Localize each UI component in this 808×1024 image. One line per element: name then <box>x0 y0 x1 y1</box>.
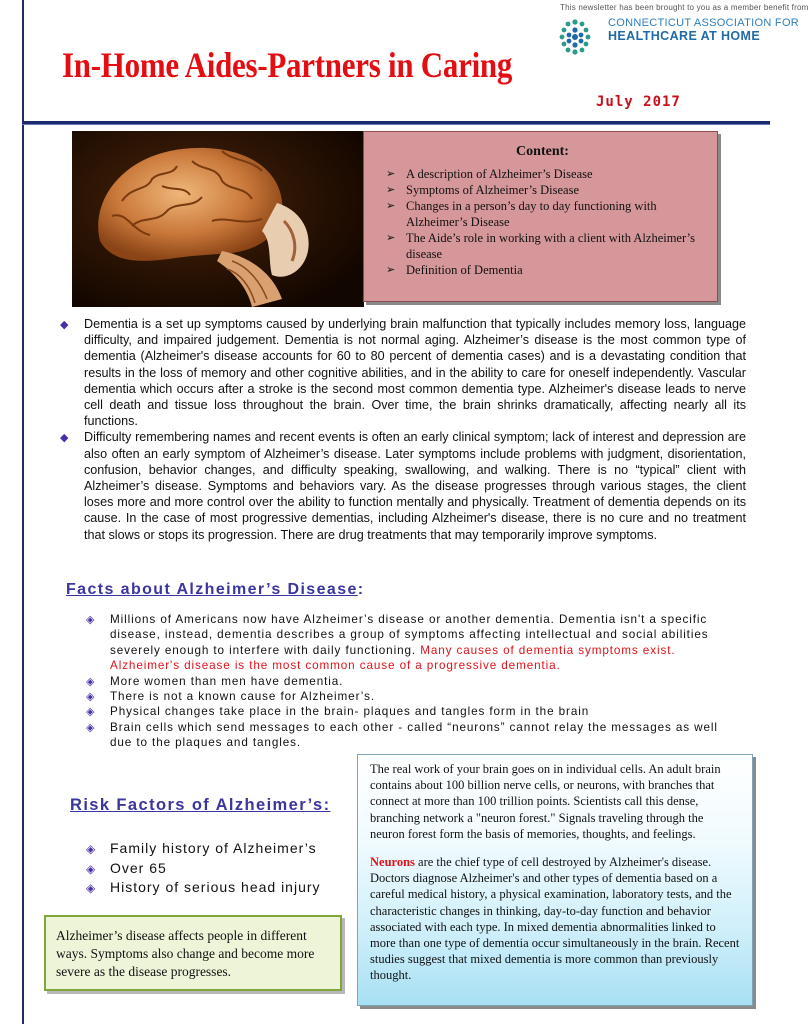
content-list <box>384 166 701 278</box>
neuron-paragraph: Neurons are the chief type of cell destroyed by Alzheimer's disease. Doctors diagnose Alzheimer's and other types of dementia based on a careful medical history, a physical examination, laboratory tests, and the characteristic changes in thinking, day-to-day function and behavior associated with each type. In mixed dementia abnormalities linked to more than one type of dementia occur simultaneously in the brain. Recent studies suggest that mixed dementia is more common than previously thought. <box>370 855 740 983</box>
diamond-bullet-icon: ◈ <box>86 690 96 704</box>
callout-box: Alzheimer’s disease affects people in different ways. Symptoms also change and become more severe as the disease progresses. <box>44 915 342 991</box>
list-item: ➢ Changes in a person’s day to day functioning with Alzheimer’s Disease <box>386 199 657 229</box>
risk-heading: Risk Factors of Alzheimer’s: <box>70 796 331 814</box>
arrow-bullet-icon: ➢ <box>386 199 396 212</box>
list-item: ◈ Physical changes take place in the brain- plaques and tangles form in the brain <box>86 705 590 719</box>
left-margin-rule <box>22 0 24 1024</box>
neurons-keyword: Neurons <box>370 855 415 870</box>
facts-heading: Facts about Alzheimer’s Disease: <box>66 581 365 598</box>
diamond-bullet-icon: ◆ <box>60 318 69 331</box>
arrow-bullet-icon: ➢ <box>386 167 396 180</box>
list-item: ◈ Family history of Alzheimer’s <box>86 839 356 859</box>
diamond-bullet-icon: ◈ <box>86 720 96 734</box>
facts-list <box>86 612 742 751</box>
issue-date: July 2017 <box>596 94 681 110</box>
logo-dots-icon <box>555 17 603 57</box>
arrow-bullet-icon: ➢ <box>386 263 396 276</box>
newsletter-title: In-Home Aides-Partners in Caring <box>62 45 513 85</box>
brain-model-image <box>72 131 364 307</box>
logo-text-line2: HEALTHCARE AT HOME <box>608 29 761 43</box>
content-box-title: Content: <box>516 144 569 159</box>
sponsor-note: This newsletter has been brought to you as a member benefit from <box>560 3 808 12</box>
list-item: ◈ There is not a known cause for Alzheimer’s. <box>86 690 375 704</box>
arrow-bullet-icon: ➢ <box>386 183 396 196</box>
intro-paragraph: ◆ Difficulty remembering names and recent events is often an early clinical symptom; lack of interest and depression are also often an early symptom of Alzheimer’s disease. Later symptoms include problems with judgment, disorientation, confusion, behavior changes, and difficulty speaking, swallowing, and walking. There is no “typical” client with Alzheimer’s disease. Symptoms and behaviors vary. As the disease progresses through various stages, the client loses more and more control over the ability to function mentally and physically. Treatment of dementia depends on its cause. In the case of most progressive dementias, including Alzheimer's disease, there is no cure and no treatment that slows or stops its progression. There are drug treatments that may temporarily improve symptoms. <box>60 430 746 542</box>
intro-section <box>60 316 746 543</box>
list-item: ➢ A description of Alzheimer’s Disease <box>386 167 593 181</box>
neuron-info-box <box>357 754 753 1006</box>
list-item: ➢ Definition of Dementia <box>386 263 523 277</box>
content-box <box>363 131 718 302</box>
list-item: ➢ The Aide’s role in working with a client with Alzheimer’s disease <box>386 231 695 261</box>
diamond-bullet-icon: ◈ <box>86 861 97 876</box>
diamond-bullet-icon: ◈ <box>86 613 96 626</box>
logo-text-line1: CONNECTICUT ASSOCIATION FOR <box>608 17 800 29</box>
risk-list <box>86 839 356 898</box>
intro-paragraph: ◆ Dementia is a set up symptoms caused by underlying brain malfunction that typically includes memory loss, language difficulty, and impaired judgement. Dementia is not normal aging. Alzheimer’s disease is the most common type of dementia (Alzheimer's disease accounts for 60 to 80 percent of dementia cases) and is a devastating condition that results in the loss of memory and other cognitive abilities, and in the ability to care for oneself independently. Vascular dementia which occurs after a stroke is the second most common dementia type. Alzheimer's disease leads to nerve cell death and tissue loss throughout the brain. Over time, the brain shrinks dramatically, affecting nearly all its functions. <box>60 317 746 429</box>
list-item: ◈ Over 65 <box>86 859 356 879</box>
diamond-bullet-icon: ◈ <box>86 705 96 719</box>
list-item: ◈ More women than men have dementia. <box>86 674 344 688</box>
diamond-bullet-icon: ◈ <box>86 674 96 688</box>
header-rule-thin <box>22 124 770 125</box>
list-item: ◈ Brain cells which send messages to each other - called “neurons” cannot relay the messages as well due to the plaques and tangles. <box>86 720 718 750</box>
arrow-bullet-icon: ➢ <box>386 231 396 244</box>
list-item: ◈ Millions of Americans now have Alzheimer’s disease or another dementia. Dementia isn't a specific disease, instead, dementia describes a group of symptoms affecting intellectual and social abilities severely enough to interfere with daily functioning. Many causes of dementia symptoms exist. Alzheimer's disease is the most common cause of a progressive dementia. <box>86 613 709 673</box>
diamond-bullet-icon: ◈ <box>86 842 97 856</box>
diamond-bullet-icon: ◆ <box>60 431 69 445</box>
neuron-paragraph: The real work of your brain goes on in individual cells. An adult brain contains about 100 billion nerve cells, or neurons, with branches that connect at more than 100 trillion points. Scientists call this dense, branching network a "neuron forest." Signals traveling through the neuron forest form the basis of memories, thoughts, and feelings. <box>370 762 721 841</box>
diamond-bullet-icon: ◈ <box>86 881 97 895</box>
list-item: ➢ Symptoms of Alzheimer’s Disease <box>386 183 580 197</box>
list-item: ◈ History of serious head injury <box>86 878 356 898</box>
